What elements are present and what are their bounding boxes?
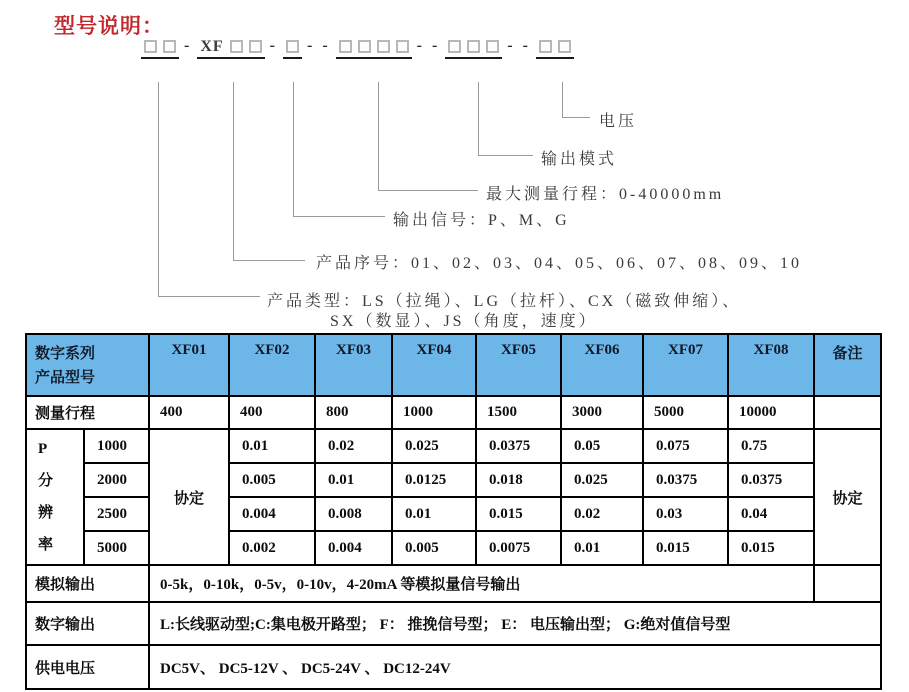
res-1000-xf04: 0.025	[392, 429, 476, 463]
res-2000-xf06: 0.025	[561, 463, 643, 497]
label-output-signal: 输出信号：P、M、G	[393, 212, 570, 229]
travel-xf07: 5000	[643, 396, 728, 429]
model-group	[283, 40, 302, 59]
res-1000-xf07: 0.075	[643, 429, 728, 463]
power-voltage-value: DC5V、 DC5-12V 、 DC5-24V 、 DC12-24V	[149, 645, 881, 689]
header-xf01: XF01	[149, 334, 229, 396]
model-digit-box	[467, 40, 480, 53]
res-1000-xf03: 0.02	[315, 429, 392, 463]
page-title: 型号说明：	[54, 15, 164, 38]
res-2500-xf02: 0.004	[229, 497, 315, 531]
model-format	[141, 37, 574, 61]
header-xf07: XF07	[643, 334, 728, 396]
model-digit-box	[377, 40, 390, 53]
header-xf05: XF05	[476, 334, 561, 396]
connector-elbow-output-signal	[293, 216, 385, 217]
model-group	[197, 37, 264, 59]
connector-elbow-output-mode	[478, 155, 533, 156]
res-2000-xf02: 0.005	[229, 463, 315, 497]
label-product-type-line2: SX（数显）、JS（角度，速度）	[330, 313, 598, 330]
model-separator: - -	[306, 37, 331, 54]
connector-line-voltage	[562, 82, 563, 117]
model-group	[536, 40, 574, 59]
resolution-sub-5000: 5000	[84, 531, 149, 565]
res-1000-xf05: 0.0375	[476, 429, 561, 463]
model-separator: - -	[416, 37, 441, 54]
model-digit-box	[286, 40, 299, 53]
digital-output-label: 数字输出	[26, 602, 149, 645]
digital-output-value: L:长线驱动型;C:集电极开路型； F： 推挽信号型； E： 电压输出型； G:绝对值信号型	[149, 602, 881, 645]
model-separator: -	[184, 37, 193, 54]
spec-table	[25, 333, 882, 690]
connector-line-product-type	[158, 82, 159, 296]
res-2000-xf04: 0.0125	[392, 463, 476, 497]
res-2500-xf03: 0.008	[315, 497, 392, 531]
res-1000-xf06: 0.05	[561, 429, 643, 463]
travel-remark-empty	[814, 396, 881, 429]
connector-line-max-travel	[378, 82, 379, 190]
model-digit-box	[144, 40, 157, 53]
connector-elbow-product-serial	[233, 260, 305, 261]
header-xf04: XF04	[392, 334, 476, 396]
resolution-xf01-negotiated: 协定	[149, 429, 229, 565]
analog-output-value: 0-5k，0-10k，0-5v，0-10v，4-20mA 等模拟量信号输出	[149, 565, 814, 602]
analog-remark-empty	[814, 565, 881, 602]
label-voltage: 电压	[599, 113, 638, 130]
label-product-serial: 产品序号：01、02、03、04、05、06、07、08、09、10	[316, 255, 803, 272]
connector-elbow-voltage	[562, 117, 590, 118]
resolution-row-1000	[26, 429, 881, 463]
model-group	[445, 40, 502, 59]
resolution-group-label: P 分 辨 率	[26, 429, 84, 565]
res-2500-xf04: 0.01	[392, 497, 476, 531]
model-group	[336, 40, 412, 59]
digital-output-row	[26, 602, 881, 645]
travel-xf02: 400	[229, 396, 315, 429]
resolution-sub-1000: 1000	[84, 429, 149, 463]
travel-xf03: 800	[315, 396, 392, 429]
res-2500-xf07: 0.03	[643, 497, 728, 531]
connector-elbow-product-type	[158, 296, 260, 297]
res-5000-xf02: 0.002	[229, 531, 315, 565]
connector-line-product-serial	[233, 82, 234, 260]
res-1000-xf02: 0.01	[229, 429, 315, 463]
res-5000-xf04: 0.005	[392, 531, 476, 565]
power-voltage-row	[26, 645, 881, 689]
header-series-model: 数字系列 产品型号	[26, 334, 149, 396]
res-2000-xf05: 0.018	[476, 463, 561, 497]
analog-output-row	[26, 565, 881, 602]
travel-row	[26, 396, 881, 429]
model-prefix: XF	[200, 37, 224, 55]
header-xf06: XF06	[561, 334, 643, 396]
model-digit-box	[339, 40, 352, 53]
res-2500-xf08: 0.04	[728, 497, 814, 531]
model-digit-box	[486, 40, 499, 53]
model-digit-box	[558, 40, 571, 53]
label-output-mode: 输出模式	[541, 151, 618, 168]
model-digit-box	[396, 40, 409, 53]
header-row	[26, 334, 881, 396]
model-digit-box	[448, 40, 461, 53]
model-digit-box	[249, 40, 262, 53]
res-5000-xf05: 0.0075	[476, 531, 561, 565]
res-1000-xf08: 0.75	[728, 429, 814, 463]
connector-elbow-max-travel	[378, 190, 478, 191]
label-max-travel: 最大测量行程：0-40000mm	[486, 186, 725, 203]
header-xf02: XF02	[229, 334, 315, 396]
resolution-remark-negotiated: 协定	[814, 429, 881, 565]
power-voltage-label: 供电电压	[26, 645, 149, 689]
res-5000-xf06: 0.01	[561, 531, 643, 565]
model-group	[141, 40, 179, 59]
connector-line-output-mode	[478, 82, 479, 155]
header-xf03: XF03	[315, 334, 392, 396]
res-2000-xf07: 0.0375	[643, 463, 728, 497]
model-separator: - -	[507, 37, 531, 54]
res-2500-xf05: 0.015	[476, 497, 561, 531]
res-5000-xf07: 0.015	[643, 531, 728, 565]
model-digit-box	[539, 40, 552, 53]
travel-xf08: 10000	[728, 396, 814, 429]
model-digit-box	[358, 40, 371, 53]
res-2500-xf06: 0.02	[561, 497, 643, 531]
travel-xf05: 1500	[476, 396, 561, 429]
res-5000-xf08: 0.015	[728, 531, 814, 565]
res-2000-xf03: 0.01	[315, 463, 392, 497]
label-product-type-line1: 产品类型：LS（拉绳）、LG（拉杆）、CX（磁致伸缩）、	[267, 293, 742, 310]
travel-xf01: 400	[149, 396, 229, 429]
model-digit-box	[163, 40, 176, 53]
header-remark: 备注	[814, 334, 881, 396]
res-2000-xf08: 0.0375	[728, 463, 814, 497]
travel-xf04: 1000	[392, 396, 476, 429]
resolution-sub-2500: 2500	[84, 497, 149, 531]
travel-xf06: 3000	[561, 396, 643, 429]
travel-label: 测量行程	[26, 396, 149, 429]
res-5000-xf03: 0.004	[315, 531, 392, 565]
header-xf08: XF08	[728, 334, 814, 396]
analog-output-label: 模拟输出	[26, 565, 149, 602]
model-separator: -	[269, 37, 278, 54]
connector-line-output-signal	[293, 82, 294, 216]
resolution-sub-2000: 2000	[84, 463, 149, 497]
model-digit-box	[230, 40, 243, 53]
